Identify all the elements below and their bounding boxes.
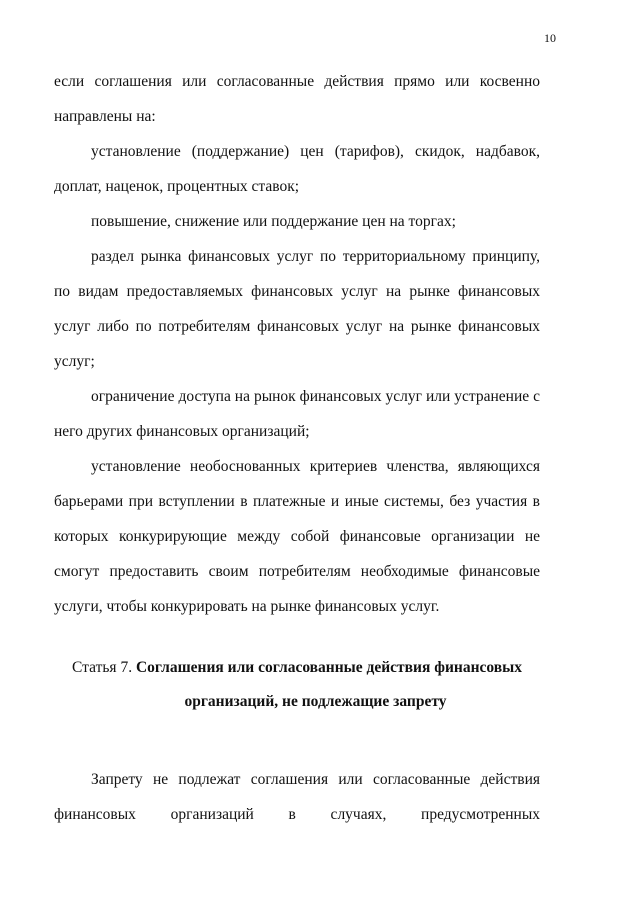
article-label: Статья 7.: [72, 659, 133, 676]
paragraph-list-item: установление необоснованных критериев членства, являющихся барьерами при вступлении в платежные и иные системы, без участия в которых конкурирующие между собой финансовые организации не смогут предоставить своим потребителям необходимые финансовые услуги, чтобы конкурировать на рынке финансовых услуг.: [54, 458, 540, 615]
paragraph-list-item: повышение, снижение или поддержание цен на торгах;: [91, 213, 456, 230]
article-title-line1: Соглашения или согласованные действия финансовых: [135, 659, 522, 676]
page-number: 10: [544, 31, 556, 45]
article-paragraph-line2: финансовых организаций в случаях, предусмотренных: [54, 806, 540, 823]
article-paragraph-line1: Запрету не подлежат соглашения или согласованные действия: [91, 771, 540, 788]
paragraph-intro: если соглашения или согласованные действия прямо или косвенно направлены на:: [54, 73, 540, 125]
article-heading-line1: [54, 651, 540, 685]
article-title-line2: организаций, не подлежащие запрету: [184, 693, 447, 710]
paragraph-list-item: ограничение доступа на рынок финансовых услуг или устранение с него других финансовых организаций;: [54, 388, 540, 440]
document-body: [54, 64, 540, 832]
paragraph-list-item: установление (поддержание) цен (тарифов), скидок, надбавок, доплат, наценок, процентных ставок;: [54, 143, 540, 195]
paragraph-list-item: раздел рынка финансовых услуг по территориальному принципу, по видам предоставляемых финансовых услуг на рынке финансовых услуг либо по потребителям финансовых услуг на рынке финансовых услуг;: [54, 248, 540, 370]
article-heading: [54, 651, 540, 719]
